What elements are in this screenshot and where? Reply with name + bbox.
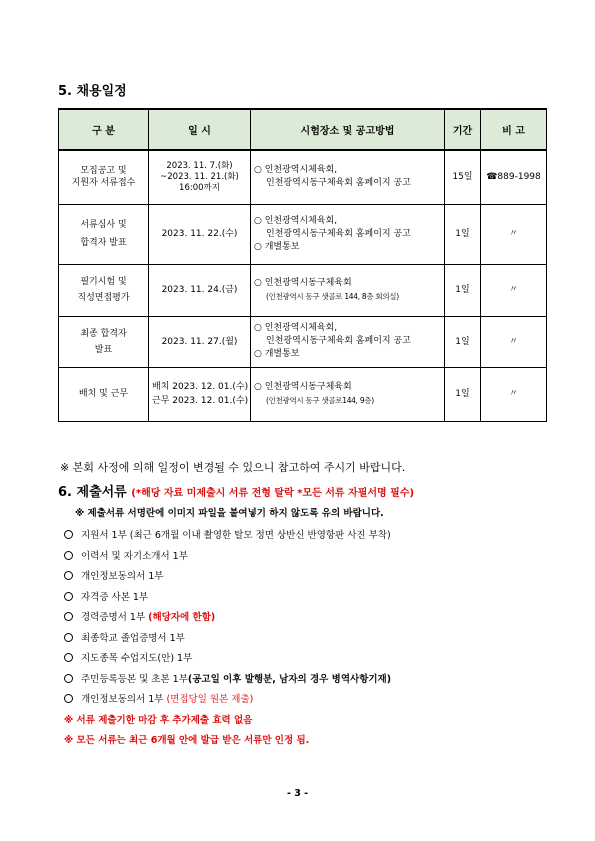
table-row <box>59 316 547 367</box>
circle-bullet-icon <box>64 653 73 662</box>
header-place: 시험장소 및 공고방법 <box>251 109 445 150</box>
schedule-change-note: ※ 본회 사정에 의해 일정이 변경될 수 있으니 참고하여 주시기 바랍니다. <box>60 461 406 474</box>
row-place: ○ 인천광역시체육회, <box>254 323 338 333</box>
row-datetime: 배치 2023. 12. 01.(수) <box>152 382 249 392</box>
row-note: 〃 <box>481 316 547 367</box>
item-highlight: (공고일 이후 발행분, 남자의 경우 병역사항기재) <box>187 673 392 685</box>
row-category: 직성면접평가 <box>77 293 130 303</box>
row-category: 최종 합격자 <box>80 328 127 339</box>
section-5-title: 5. 채용일정 <box>58 84 127 99</box>
item-text: 개인정보동의서 1부 <box>81 571 164 582</box>
list-item <box>64 670 391 691</box>
list-item <box>64 526 391 547</box>
row-note: ☎889-1998 <box>481 150 547 204</box>
list-item <box>64 608 391 629</box>
row-datetime: ~2023. 11. 21.(화) <box>160 171 239 182</box>
table-row <box>59 367 547 421</box>
header-note: 비 고 <box>481 109 547 150</box>
row-place: ○ 개별통보 <box>254 241 300 252</box>
row-place: ○ 개별통보 <box>254 349 300 359</box>
list-item <box>64 588 391 609</box>
list-item <box>64 629 391 650</box>
row-place: 인천광역시동구체육회 홈페이지 공고 <box>266 228 411 239</box>
row-note: 〃 <box>481 367 547 421</box>
item-highlight: (해당자에 한함) <box>148 612 216 623</box>
row-period: 1일 <box>445 316 481 367</box>
row-note: 〃 <box>481 264 547 316</box>
row-place: 인천광역시동구체육회 홈페이지 공고 <box>266 336 411 346</box>
row-category: 모집공고 및 <box>80 166 127 177</box>
row-place: 인천광역시동구체육회 홈페이지 공고 <box>266 178 411 189</box>
page-number: - 3 - <box>286 788 309 799</box>
row-place: (인천광역시 동구 샛골로144, 9층) <box>266 396 374 405</box>
row-place: (인천광역시 동구 샛골로 144, 8층 회의실) <box>266 292 399 301</box>
row-period: 15일 <box>445 150 481 204</box>
table-row <box>59 204 547 264</box>
row-place: ○ 인천광역시체육회, <box>254 215 338 226</box>
item-text: 주민등록등본 및 초본 1부 <box>81 673 188 685</box>
schedule-table <box>58 108 547 422</box>
circle-bullet-icon <box>64 571 73 580</box>
section-6-heading: 6. 제출서류 <box>58 485 127 500</box>
signature-warning: ※ 제출서류 서명란에 이미지 파일을 붙여넣기 하지 않도록 유의 바랍니다. <box>75 508 384 519</box>
row-datetime: 2023. 11. 27.(월) <box>149 316 251 367</box>
section-6-title <box>58 481 414 500</box>
row-period: 1일 <box>445 264 481 316</box>
item-text: 지원서 1부 (최근 6개월 이내 촬영한 탈모 정면 상반신 반영항판 사진 부착) <box>81 530 391 541</box>
header-category: 구 분 <box>59 109 149 150</box>
circle-bullet-icon <box>64 612 73 621</box>
row-datetime: 근무 2023. 12. 01.(수) <box>152 396 249 406</box>
row-datetime: 16:00까지 <box>179 182 220 193</box>
circle-bullet-icon <box>64 592 73 601</box>
row-period: 1일 <box>445 204 481 264</box>
row-category: 지원자 서류접수 <box>71 178 136 189</box>
item-text: 지도종목 수업지도(안) 1부 <box>81 653 193 664</box>
document-list <box>64 526 391 752</box>
row-place: ○ 인천광역시동구체육회 <box>254 382 352 392</box>
item-highlight: (면접당일 원본 제출) <box>166 694 254 705</box>
circle-bullet-icon <box>64 694 73 703</box>
list-item <box>64 567 391 588</box>
table-header-row <box>59 109 547 150</box>
circle-bullet-icon <box>64 551 73 560</box>
item-text: 이력서 및 자기소개서 1부 <box>81 550 188 562</box>
deadline-notice: ※ 서류 제출기한 마감 후 추가제출 효력 없음 <box>64 714 253 726</box>
row-category: 합격자 발표 <box>80 238 127 248</box>
section-6-subtitle: (*해당 자료 미제출시 서류 전형 탈락 *모든 서류 자필서명 필수) <box>131 488 415 499</box>
row-category: 발표 <box>94 344 113 355</box>
item-text: 경력증명서 1부 <box>81 612 149 623</box>
list-item <box>64 547 391 568</box>
table-row <box>59 150 547 204</box>
circle-bullet-icon <box>64 674 73 683</box>
item-text: 자격증 사본 1부 <box>81 591 149 603</box>
row-place: ○ 인천광역시동구체육회 <box>254 278 352 288</box>
row-period: 1일 <box>445 367 481 421</box>
header-datetime: 일 시 <box>149 109 251 150</box>
row-datetime: 2023. 11. 22.(수) <box>149 204 251 264</box>
header-period: 기간 <box>445 109 481 150</box>
list-item <box>64 690 391 711</box>
validity-notice: ※ 모든 서류는 최근 6개월 안에 발급 받은 서류만 인정 됨. <box>64 735 310 746</box>
row-place: ○ 인천광역시체육회, <box>254 165 338 176</box>
item-text: 개인정보동의서 1부 <box>81 694 167 705</box>
row-category: 필기시험 및 <box>80 277 127 287</box>
row-category: 배치 및 근무 <box>59 367 149 421</box>
row-datetime: 2023. 11. 7.(화) <box>166 160 233 171</box>
circle-bullet-icon <box>64 633 73 642</box>
row-datetime: 2023. 11. 24.(금) <box>149 264 251 316</box>
table-row <box>59 264 547 316</box>
circle-bullet-icon <box>64 530 73 539</box>
row-category: 서류심사 및 <box>80 220 127 230</box>
item-text: 최종학교 졸업증명서 1부 <box>81 632 185 644</box>
list-item <box>64 649 391 670</box>
row-note: 〃 <box>481 204 547 264</box>
